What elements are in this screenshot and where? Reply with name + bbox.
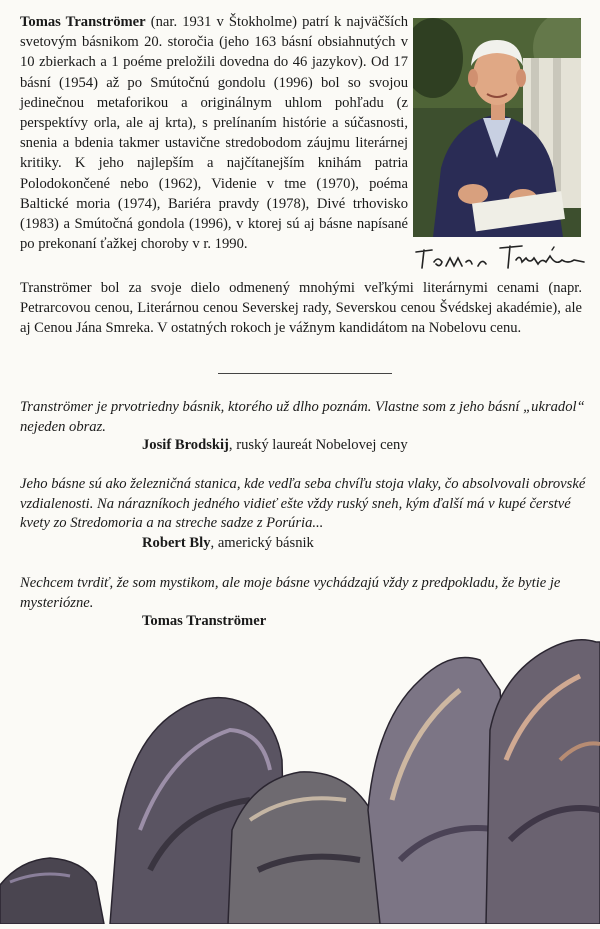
quote-author-role: , americký básnik	[210, 535, 314, 551]
quote-author-name: Josif Brodskij	[142, 437, 229, 453]
author-signature	[412, 238, 588, 278]
awards-paragraph: Tranströmer bol za svoje dielo odmenený mnohými veľkými literárnymi cenami (napr. Petrarcovou cenou, Literárnou cenou Severskej rady, Severskou cenou Švédskej akadémie), ale aj Cenou Jána Smreka. V ostatných rokoch je vážnym kandidátom na Nobelovu cenu.	[20, 280, 582, 337]
author-photo	[413, 18, 581, 237]
quote-author-role: , ruský laureát Nobelovej ceny	[228, 437, 408, 453]
quote-brodskij: Tranströmer je prvotriedny básnik, ktorého už dlho poznám. Vlastne som z jeho básní „ukradol“ nejeden obraz.	[20, 399, 585, 435]
quote-attribution-bly	[142, 534, 314, 554]
quote-bly: Jeho básne sú ako železničná stanica, kde vedľa seba chvíľu stoja vlaky, čo absolvovali obrovské vzdialenosti. Na nárazníkoch jedného vidieť ešte vždy ruský sneh, kým ďalší má v kupé čerstvé kvety zo Stredomoria a na streche sadze z Porúria...	[20, 476, 586, 531]
quote-author-name: Robert Bly	[142, 535, 211, 551]
quote-author-name: Tomas Tranströmer	[142, 613, 267, 629]
author-name: Tomas Tranströmer	[20, 14, 146, 30]
stones-illustration	[0, 620, 600, 924]
quote-transtromer: Nechcem tvrdiť, že som mystikom, ale moje básne vychádzajú vždy z predpokladu, že bytie je mysteriózne.	[20, 575, 561, 611]
quote-attribution-brodskij	[142, 436, 408, 456]
biography-text: (nar. 1931 v Štokholme) patrí k najväčších svetovým básnikom 20. storočia (jeho 163 básní obsiahnutých v 10 zbierkach a 1 poéme preložili dovedna do 46 jazykov). Od 17 básní (1954) až po Smútočnú gondolu (1996) bol so svojou jedinečnou metaforikou a originálnym uhlom pohľadu (z perspektívy orla, ale aj krta), s prelínaním histórie a súčasnosti, snenia a bdenia takmer ustavične stredobodom záujmu literárnej kritiky. K jeho najlepším a najčítanejším knihám patria Polodokončené nebo (1962), Videnie v tme (1970), poéma Baltické moria (1974), Bariéra pravdy (1978), Divé trhovisko (1983) a Smútočná gondola (1996), v ktorej sú aj básne napísané po prekonaní ťažkej choroby v r. 1990.	[20, 14, 408, 253]
biography-paragraph	[20, 12, 408, 254]
section-divider	[218, 373, 392, 374]
